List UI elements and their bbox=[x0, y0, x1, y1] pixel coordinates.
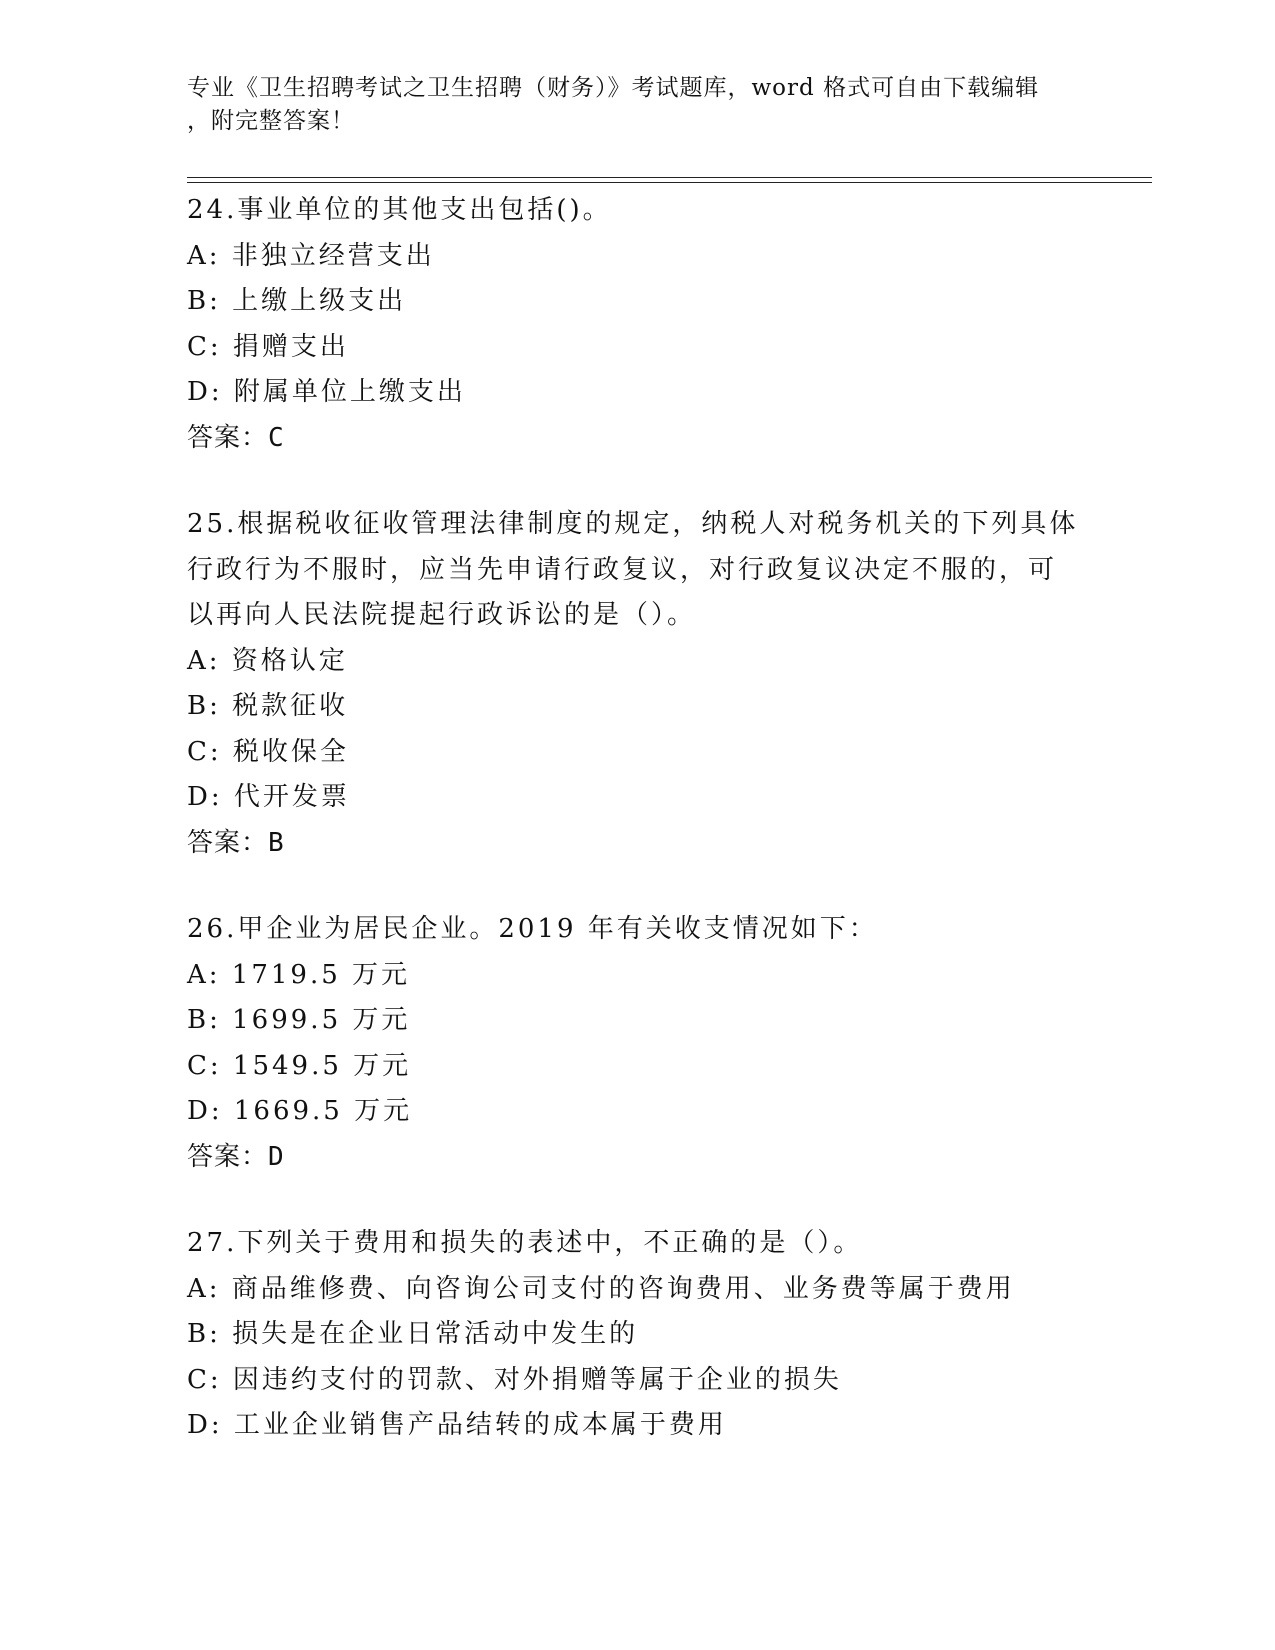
question-stem-line: 25.根据税收征收管理法律制度的规定，纳税人对税务机关的下列具体 bbox=[187, 509, 1079, 539]
answer-label: 答案：D bbox=[187, 1141, 285, 1172]
option-c: C: 捐赠支出 bbox=[187, 331, 349, 362]
header-line-1: 专业《卫生招聘考试之卫生招聘（财务）》考试题库，word 格式可自由下载编辑 bbox=[187, 75, 1040, 101]
option-b: B: 上缴上级支出 bbox=[187, 286, 407, 316]
option-c: C: 税收保全 bbox=[187, 736, 349, 767]
document-header bbox=[187, 72, 1067, 138]
question-stem-line: 27.下列关于费用和损失的表述中，不正确的是（）。 bbox=[187, 1228, 863, 1258]
option-b: B: 损失是在企业日常活动中发生的 bbox=[187, 1319, 639, 1349]
option-c: C: 因违约支付的罚款、对外捐赠等属于企业的损失 bbox=[187, 1364, 842, 1395]
option-a: A: 商品维修费、向咨询公司支付的咨询费用、业务费等属于费用 bbox=[187, 1273, 1015, 1304]
question-stem-line: 行政行为不服时，应当先申请行政复议，对行政复议决定不服的，可 bbox=[187, 554, 1058, 585]
answer-label: 答案：B bbox=[187, 827, 285, 858]
option-d: D: 代开发票 bbox=[187, 782, 350, 812]
option-a: A: 资格认定 bbox=[187, 645, 348, 676]
header-line-2: ，附完整答案！ bbox=[187, 108, 355, 134]
question-stem-line: 26.甲企业为居民企业。2019 年有关收支情况如下： bbox=[187, 914, 878, 944]
header-divider-top bbox=[187, 177, 1152, 178]
option-d: D: 1669.5 万元 bbox=[187, 1096, 413, 1126]
header-divider-bottom bbox=[187, 182, 1152, 183]
question-27 bbox=[187, 1221, 1087, 1449]
option-d: D: 工业企业销售产品结转的成本属于费用 bbox=[187, 1410, 727, 1440]
question-26 bbox=[187, 907, 1087, 1180]
option-a: A: 1719.5 万元 bbox=[187, 959, 411, 990]
option-d: D: 附属单位上缴支出 bbox=[187, 377, 466, 407]
question-stem-line: 24.事业单位的其他支出包括()。 bbox=[187, 195, 612, 225]
answer-label: 答案：C bbox=[187, 422, 285, 453]
question-stem-line: 以再向人民法院提起行政诉讼的是（）。 bbox=[187, 600, 697, 630]
option-a: A: 非独立经营支出 bbox=[187, 240, 435, 271]
option-b: B: 1699.5 万元 bbox=[187, 1005, 411, 1035]
option-c: C: 1549.5 万元 bbox=[187, 1050, 412, 1081]
question-25 bbox=[187, 502, 1087, 866]
question-list bbox=[187, 188, 1087, 1490]
question-24 bbox=[187, 188, 1087, 461]
option-b: B: 税款征收 bbox=[187, 691, 349, 721]
